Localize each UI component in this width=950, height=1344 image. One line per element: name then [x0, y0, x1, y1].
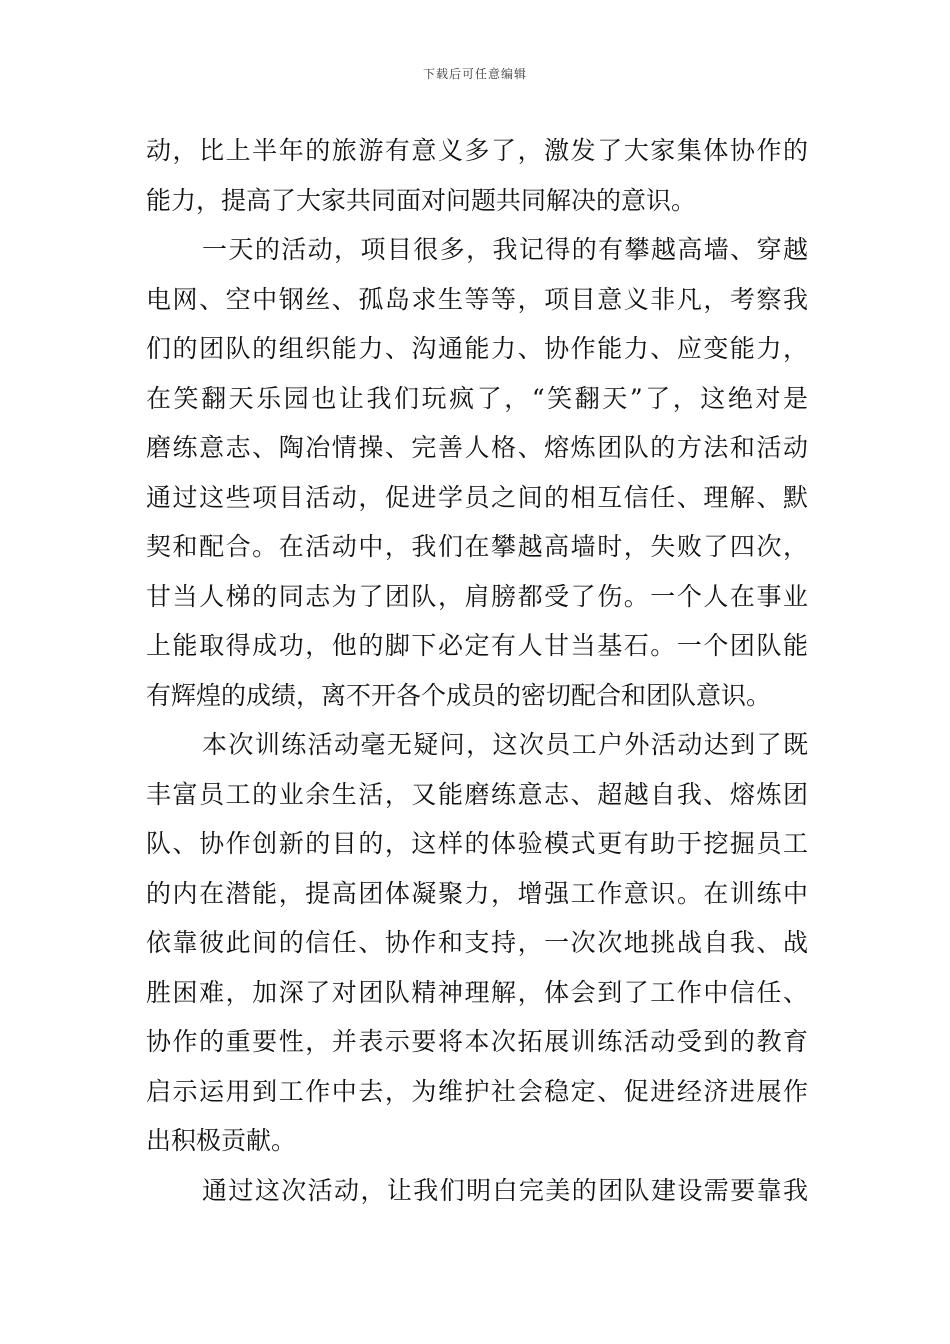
- document-body: [146, 126, 808, 1215]
- text-line: 能力，提高了大家共同面对问题共同解决的意识。: [146, 185, 697, 215]
- text-line: 们的团队的组织能力、沟通能力、协作能力、应变能力，: [146, 334, 808, 363]
- text-line: 的内在潜能，提高团体凝聚力，增强工作意识。在训练中: [146, 878, 808, 908]
- text-line: 队、协作创新的目的，这样的体验模式更有助于挖掘员工: [146, 829, 808, 858]
- text-line: 通过这些项目活动，促进学员之间的相互信任、理解、默: [146, 482, 808, 512]
- text-line: 一天的活动，项目很多，我记得的有攀越高墙、穿越: [202, 235, 808, 264]
- text-line: 上能取得成功，他的脚下必定有人甘当基石。一个团队能: [146, 631, 808, 660]
- text-line: 出积极贡献。: [146, 1126, 297, 1155]
- text-line: 通过这次活动，让我们明白完美的团队建设需要靠我: [202, 1175, 808, 1205]
- text-line: 有辉煌的成绩，离不开各个成员的密切配合和团队意识。: [146, 680, 772, 710]
- text-line: 协作的重要性，并表示要将本次拓展训练活动受到的教育: [146, 1027, 808, 1056]
- text-line: 动，比上半年的旅游有意义多了，激发了大家集体协作的: [146, 136, 808, 165]
- text-line: 启示运用到工作中去，为维护社会稳定、促进经济进展作: [146, 1076, 808, 1106]
- text-line: 契和配合。在活动中，我们在攀越高墙时，失败了四次，: [146, 532, 808, 561]
- text-line: 胜困难，加深了对团队精神理解，体会到了工作中信任、: [146, 977, 808, 1007]
- text-line: 电网、空中钢丝、孤岛求生等等，项目意义非凡，考察我: [146, 284, 808, 314]
- text-line: 依靠彼此间的信任、协作和支持，一次次地挑战自我、战: [146, 928, 808, 957]
- text-line: 在笑翻天乐园也让我们玩疯了，“笑翻天”了，这绝对是: [146, 383, 808, 413]
- text-line: 甘当人梯的同志为了团队，肩膀都受了伤。一个人在事业: [146, 581, 808, 611]
- text-line: 本次训练活动毫无疑问，这次员工户外活动达到了既: [202, 730, 808, 759]
- header-note: 下载后可任意编辑: [422, 67, 527, 81]
- text-line: 磨练意志、陶冶情操、完善人格、熔炼团队的方法和活动: [146, 433, 808, 462]
- text-line: 丰富员工的业余生活，又能磨练意志、超越自我、熔炼团: [146, 779, 808, 809]
